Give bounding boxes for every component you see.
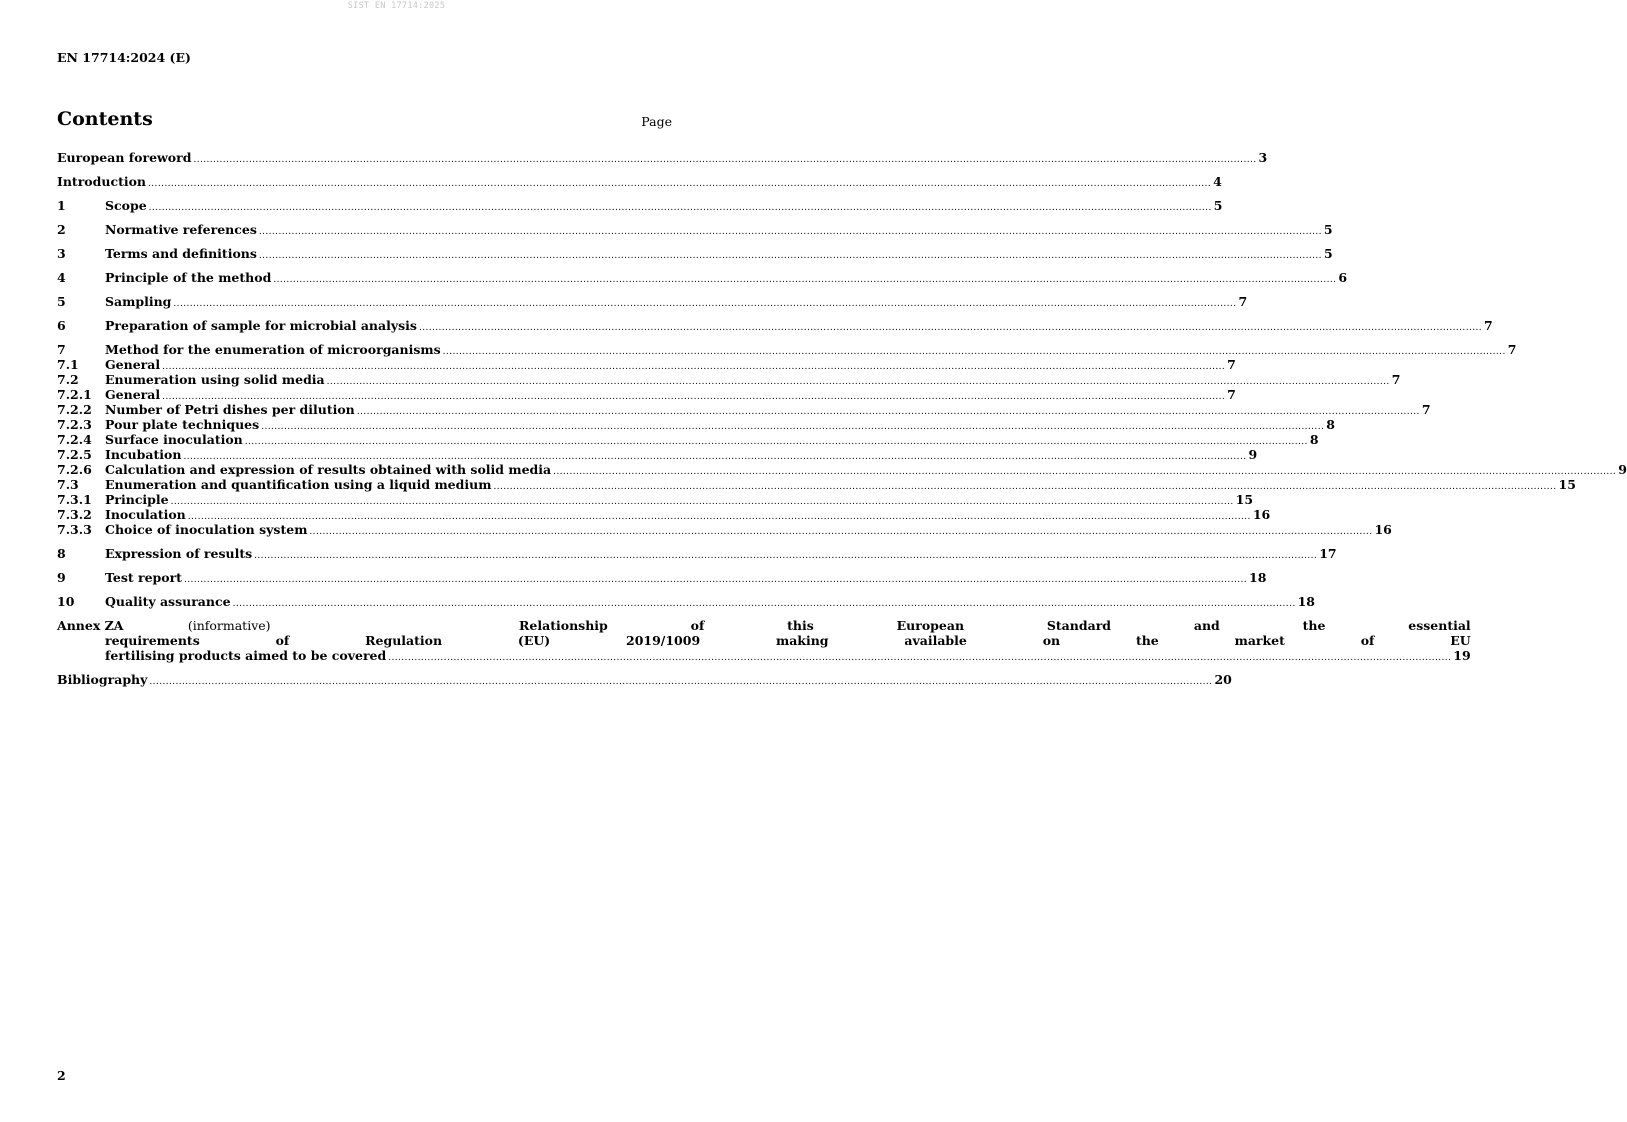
toc-leader	[443, 347, 1506, 357]
toc-entry-5[interactable]	[57, 294, 1248, 309]
toc-number: 7.2.5	[57, 447, 92, 462]
toc-page: 7	[1238, 294, 1248, 309]
toc-leader	[183, 452, 1246, 462]
annex-qualifier: (informative)	[187, 618, 271, 633]
toc-page: 6	[1338, 270, 1348, 285]
toc-entry-9[interactable]	[57, 570, 1267, 585]
toc-title: Principle	[105, 492, 169, 507]
toc-page: 8	[1309, 432, 1319, 447]
toc-page: 5	[1323, 246, 1333, 261]
toc-number: 7	[57, 342, 66, 357]
toc-number: 5	[57, 294, 66, 309]
toc-entry-7-3-3[interactable]	[57, 522, 1392, 537]
toc-leader	[233, 599, 1296, 609]
toc-title: Sampling	[105, 294, 172, 309]
toc-number: 7.3.3	[57, 522, 92, 537]
page-column-label: Page	[641, 114, 672, 129]
toc-page: 15	[1235, 492, 1254, 507]
toc-leader	[327, 377, 1390, 387]
toc-page: 5	[1323, 222, 1333, 237]
contents-title: Contents	[57, 108, 153, 130]
toc-entry-introduction[interactable]	[57, 174, 1222, 189]
toc-page: 8	[1326, 417, 1335, 432]
toc-leader	[261, 422, 1324, 432]
toc-leader	[388, 653, 1451, 663]
toc-title: Bibliography	[57, 672, 148, 687]
toc-leader	[259, 227, 1322, 237]
toc-title: General	[105, 357, 161, 372]
toc-leader	[149, 677, 1212, 687]
toc-number: 6	[57, 318, 66, 333]
toc-entry-7-2[interactable]	[57, 372, 1401, 387]
annex-title-line-3: fertilising products aimed to be covered	[105, 648, 387, 663]
toc-entry-7-1[interactable]	[57, 357, 1236, 372]
toc-leader	[493, 482, 1556, 492]
annex-title-line-2: requirements of Regulation (EU) 2019/1009 making available on the market of EU	[105, 633, 1471, 648]
toc-number: 10	[57, 594, 75, 609]
toc-page: 7	[1227, 387, 1236, 402]
toc-entry-foreword[interactable]	[57, 150, 1268, 165]
toc-title: Introduction	[57, 174, 147, 189]
toc-page: 18	[1249, 570, 1267, 585]
toc-title: Terms and definitions	[105, 246, 257, 261]
toc-entry-3[interactable]	[57, 246, 1333, 261]
toc-entry-8[interactable]	[57, 546, 1337, 561]
annex-first-line	[105, 618, 1471, 633]
toc-title: Method for the enumeration of microorganisms	[105, 342, 441, 357]
toc-leader	[162, 362, 1225, 372]
toc-number: 7.3	[57, 477, 79, 492]
toc-title: Number of Petri dishes per dilution	[105, 402, 355, 417]
toc-number: 7.3.1	[57, 492, 92, 507]
toc-page: 7	[1227, 357, 1236, 372]
toc-page: 7	[1421, 402, 1431, 417]
toc-title: Inoculation	[105, 507, 186, 522]
toc-title: Scope	[105, 198, 147, 213]
toc-page: 3	[1258, 150, 1268, 165]
toc-entry-7[interactable]	[57, 342, 1517, 357]
toc-number: 3	[57, 246, 66, 261]
watermark: SIST EN 17714:2025	[347, 1, 446, 11]
toc-page: 16	[1374, 522, 1392, 537]
toc-leader	[254, 551, 1317, 561]
toc-page: 19	[1453, 648, 1471, 663]
toc-leader	[162, 392, 1225, 402]
toc-leader	[273, 275, 1336, 285]
toc-leader	[149, 203, 1212, 213]
toc-title: Surface inoculation	[105, 432, 243, 447]
toc-title: European foreword	[57, 150, 192, 165]
toc-leader	[553, 467, 1616, 477]
toc-page: 9	[1248, 447, 1258, 462]
toc-title: Test report	[105, 570, 182, 585]
toc-number: 7.2.4	[57, 432, 92, 447]
toc-page: 4	[1213, 174, 1222, 189]
document-header: EN 17714:2024 (E)	[57, 50, 191, 65]
toc-title: Normative references	[105, 222, 257, 237]
toc-leader	[188, 512, 1251, 522]
toc-entry-7-2-4[interactable]	[57, 432, 1319, 447]
toc-entry-7-2-2[interactable]	[57, 402, 1431, 417]
toc-leader	[184, 575, 1247, 585]
toc-entry-7-2-1[interactable]	[57, 387, 1236, 402]
annex-title-line-1: Relationship of this European Standard and the essential	[519, 618, 1471, 633]
toc-entry-6[interactable]	[57, 318, 1493, 333]
toc-leader	[259, 251, 1322, 261]
toc-entry-10[interactable]	[57, 594, 1316, 609]
toc-title: Principle of the method	[105, 270, 272, 285]
toc-number: 7.1	[57, 357, 79, 372]
toc-entry-7-3-1[interactable]	[57, 492, 1254, 507]
toc-page: 18	[1297, 594, 1316, 609]
toc-number: 7.2	[57, 372, 79, 387]
toc-title: Enumeration using solid media	[105, 372, 325, 387]
toc-entry-7-3-2[interactable]	[57, 507, 1271, 522]
toc-page: 7	[1484, 318, 1493, 333]
toc-entry-7-2-5[interactable]	[57, 447, 1258, 462]
toc-entry-7-2-3[interactable]	[57, 417, 1335, 432]
toc-entry-4[interactable]	[57, 270, 1348, 285]
toc-leader	[173, 299, 1236, 309]
toc-number: 8	[57, 546, 66, 561]
toc-number: 7.2.2	[57, 402, 92, 417]
table-of-contents	[57, 150, 1627, 687]
toc-page: 9	[1618, 462, 1627, 477]
toc-title: Choice of inoculation system	[105, 522, 308, 537]
annex-label: Annex ZA	[57, 618, 124, 633]
toc-number: 9	[57, 570, 66, 585]
toc-number: 1	[57, 198, 66, 213]
toc-title: Incubation	[105, 447, 182, 462]
annex-last-line	[105, 648, 1471, 663]
toc-number: 2	[57, 222, 66, 237]
toc-title: Expression of results	[105, 546, 253, 561]
toc-leader	[171, 497, 1234, 507]
toc-page: 7	[1507, 342, 1517, 357]
toc-title: Pour plate techniques	[105, 417, 260, 432]
toc-page: 7	[1391, 372, 1401, 387]
toc-page: 20	[1214, 672, 1232, 687]
annex-body	[105, 618, 1471, 663]
toc-number: 7.2.3	[57, 417, 92, 432]
toc-leader	[193, 155, 1256, 165]
toc-page: 16	[1252, 507, 1271, 522]
toc-entry-7-3[interactable]	[57, 477, 1576, 492]
toc-number: 4	[57, 270, 66, 285]
toc-title: Preparation of sample for microbial analysis	[105, 318, 417, 333]
toc-entry-1[interactable]	[57, 198, 1223, 213]
toc-entry-2[interactable]	[57, 222, 1333, 237]
toc-page: 5	[1213, 198, 1223, 213]
toc-leader	[357, 407, 1420, 417]
toc-title: Quality assurance	[105, 594, 231, 609]
toc-title: Calculation and expression of results obtained with solid media	[105, 462, 552, 477]
toc-leader	[148, 179, 1211, 189]
page-number: 2	[57, 1068, 66, 1083]
toc-entry-7-2-6[interactable]	[57, 462, 1627, 477]
toc-leader	[419, 323, 1482, 333]
toc-title: Enumeration and quantification using a liquid medium	[105, 477, 492, 492]
toc-title: General	[105, 387, 161, 402]
toc-entry-annex-za[interactable]	[57, 618, 1471, 663]
toc-page: 17	[1319, 546, 1337, 561]
toc-entry-bibliography[interactable]	[57, 672, 1232, 687]
toc-leader	[309, 527, 1372, 537]
toc-page: 15	[1558, 477, 1576, 492]
toc-number: 7.2.1	[57, 387, 92, 402]
toc-leader	[245, 437, 1308, 447]
toc-number: 7.2.6	[57, 462, 92, 477]
toc-number: 7.3.2	[57, 507, 92, 522]
